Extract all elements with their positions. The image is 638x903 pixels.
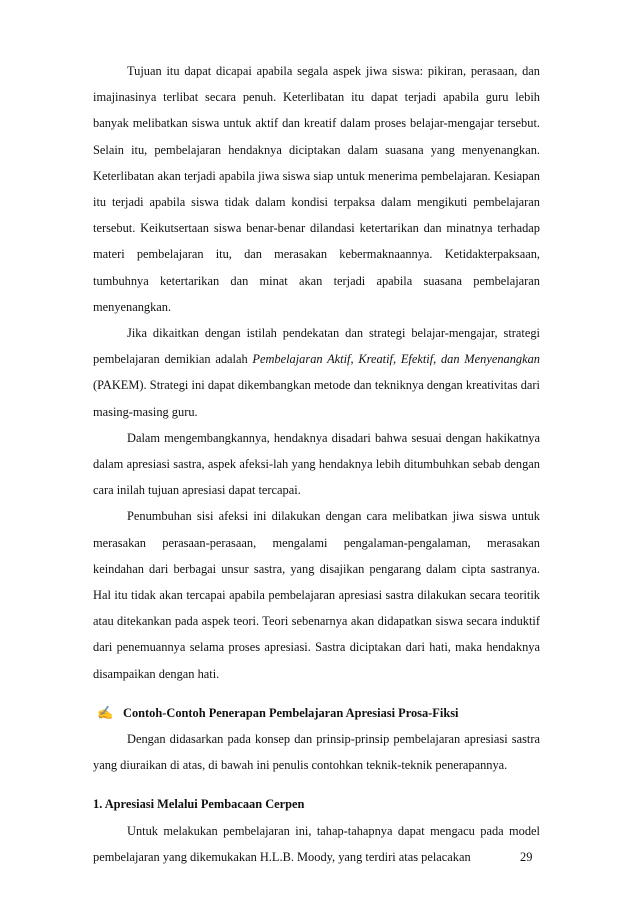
- subsection-heading: 1. Apresiasi Melalui Pembacaan Cerpen: [93, 797, 305, 812]
- pakem-italic-term: Pembelajaran Aktif, Kreatif, Efektif, dan Menyenangkan: [252, 352, 540, 367]
- paragraph-pakem-text-start: Jika dikaitkan dengan istilah pendekatan dan strategi belajar-mengajar, strategi pembelajaran demikian adalah: [93, 326, 540, 367]
- section-heading-text: Contoh-Contoh Penerapan Pembelajaran Apresiasi Prosa-Fiksi: [123, 705, 459, 720]
- paragraph-moody: Untuk melakukan pembelajaran ini, tahap-tahapnya dapat mengacu pada model pembelajaran yang dikemukakan H.L.B. Moody, yang terdiri atas pelacakan: [93, 823, 540, 864]
- paragraph-penumbuhan: Penumbuhan sisi afeksi ini dilakukan dengan cara melibatkan jiwa siswa untuk merasakan perasaan-perasaan, mengalami pengalaman-pengalaman, merasakan keindahan dari berbagai unsur sastra, yang disajikan pengarang dalam cipta sastranya. Hal itu tidak akan tercapai apabila pembelajaran apresiasi sastra dilakukan secara teoritik atau ditekankan pada aspek teori. Teori sebenarnya akan didapatkan siswa secara induktif dari penemuannya selama proses apresiasi. Sastra diciptakan dari hati, maka hendaknya disampaikan dengan hati.: [93, 509, 540, 681]
- paragraph-pakem-text-end: (PAKEM). Strategi ini dapat dikembangkan metode dan tekniknya dengan kreativitas dari masing-masing guru.: [93, 378, 540, 419]
- paragraph-tujuan: Tujuan itu dapat dicapai apabila segala aspek jiwa siswa: pikiran, perasaan, dan imajinasinya terlibat secara penuh. Keterlibatan itu dapat terjadi apabila guru lebih banyak melibatkan siswa untuk aktif dan kreatif dalam proses belajar-mengajar tersebut. Selain itu, pembelajaran hendaknya diciptakan dalam suasana yang menyenangkan. Keterlibatan akan terjadi apabila jiwa siswa siap untuk menerima pembelajaran. Kesiapan itu terjadi apabila siswa tidak dalam kondisi terpaksa dalam mengikuti pembelajaran tersebut. Keikutsertaan siswa benar-benar dilandasi ketertarikan dan minatnya terhadap materi pembelajaran itu, dan merasakan kebermaknaannya. Ketidakterpaksaan, tumbuhnya ketertarikan dan minat akan terjadi apabila suasana pembelajaran menyenangkan.: [93, 64, 540, 314]
- paragraph-afeksi: Dalam mengembangkannya, hendaknya disadari bahwa sesuai dengan hakikatnya dalam apresiasi sastra, aspek afeksi-lah yang hendaknya lebih ditumbuhkan sebab dengan cara inilah tujuan apresiasi dapat tercapai.: [93, 430, 540, 498]
- pen-bullet-icon: ✍: [97, 704, 114, 720]
- spacer: [93, 778, 540, 791]
- spacer: [93, 687, 540, 700]
- paragraph-pakem: [93, 320, 540, 425]
- section-heading: [93, 700, 540, 726]
- page-number: 29: [520, 850, 533, 864]
- document-page: [93, 58, 540, 870]
- paragraph-intro-contoh: Dengan didasarkan pada konsep dan prinsip-prinsip pembelajaran apresiasi sastra yang diuraikan di atas, di bawah ini penulis contohkan teknik-teknik penerapannya.: [93, 732, 540, 773]
